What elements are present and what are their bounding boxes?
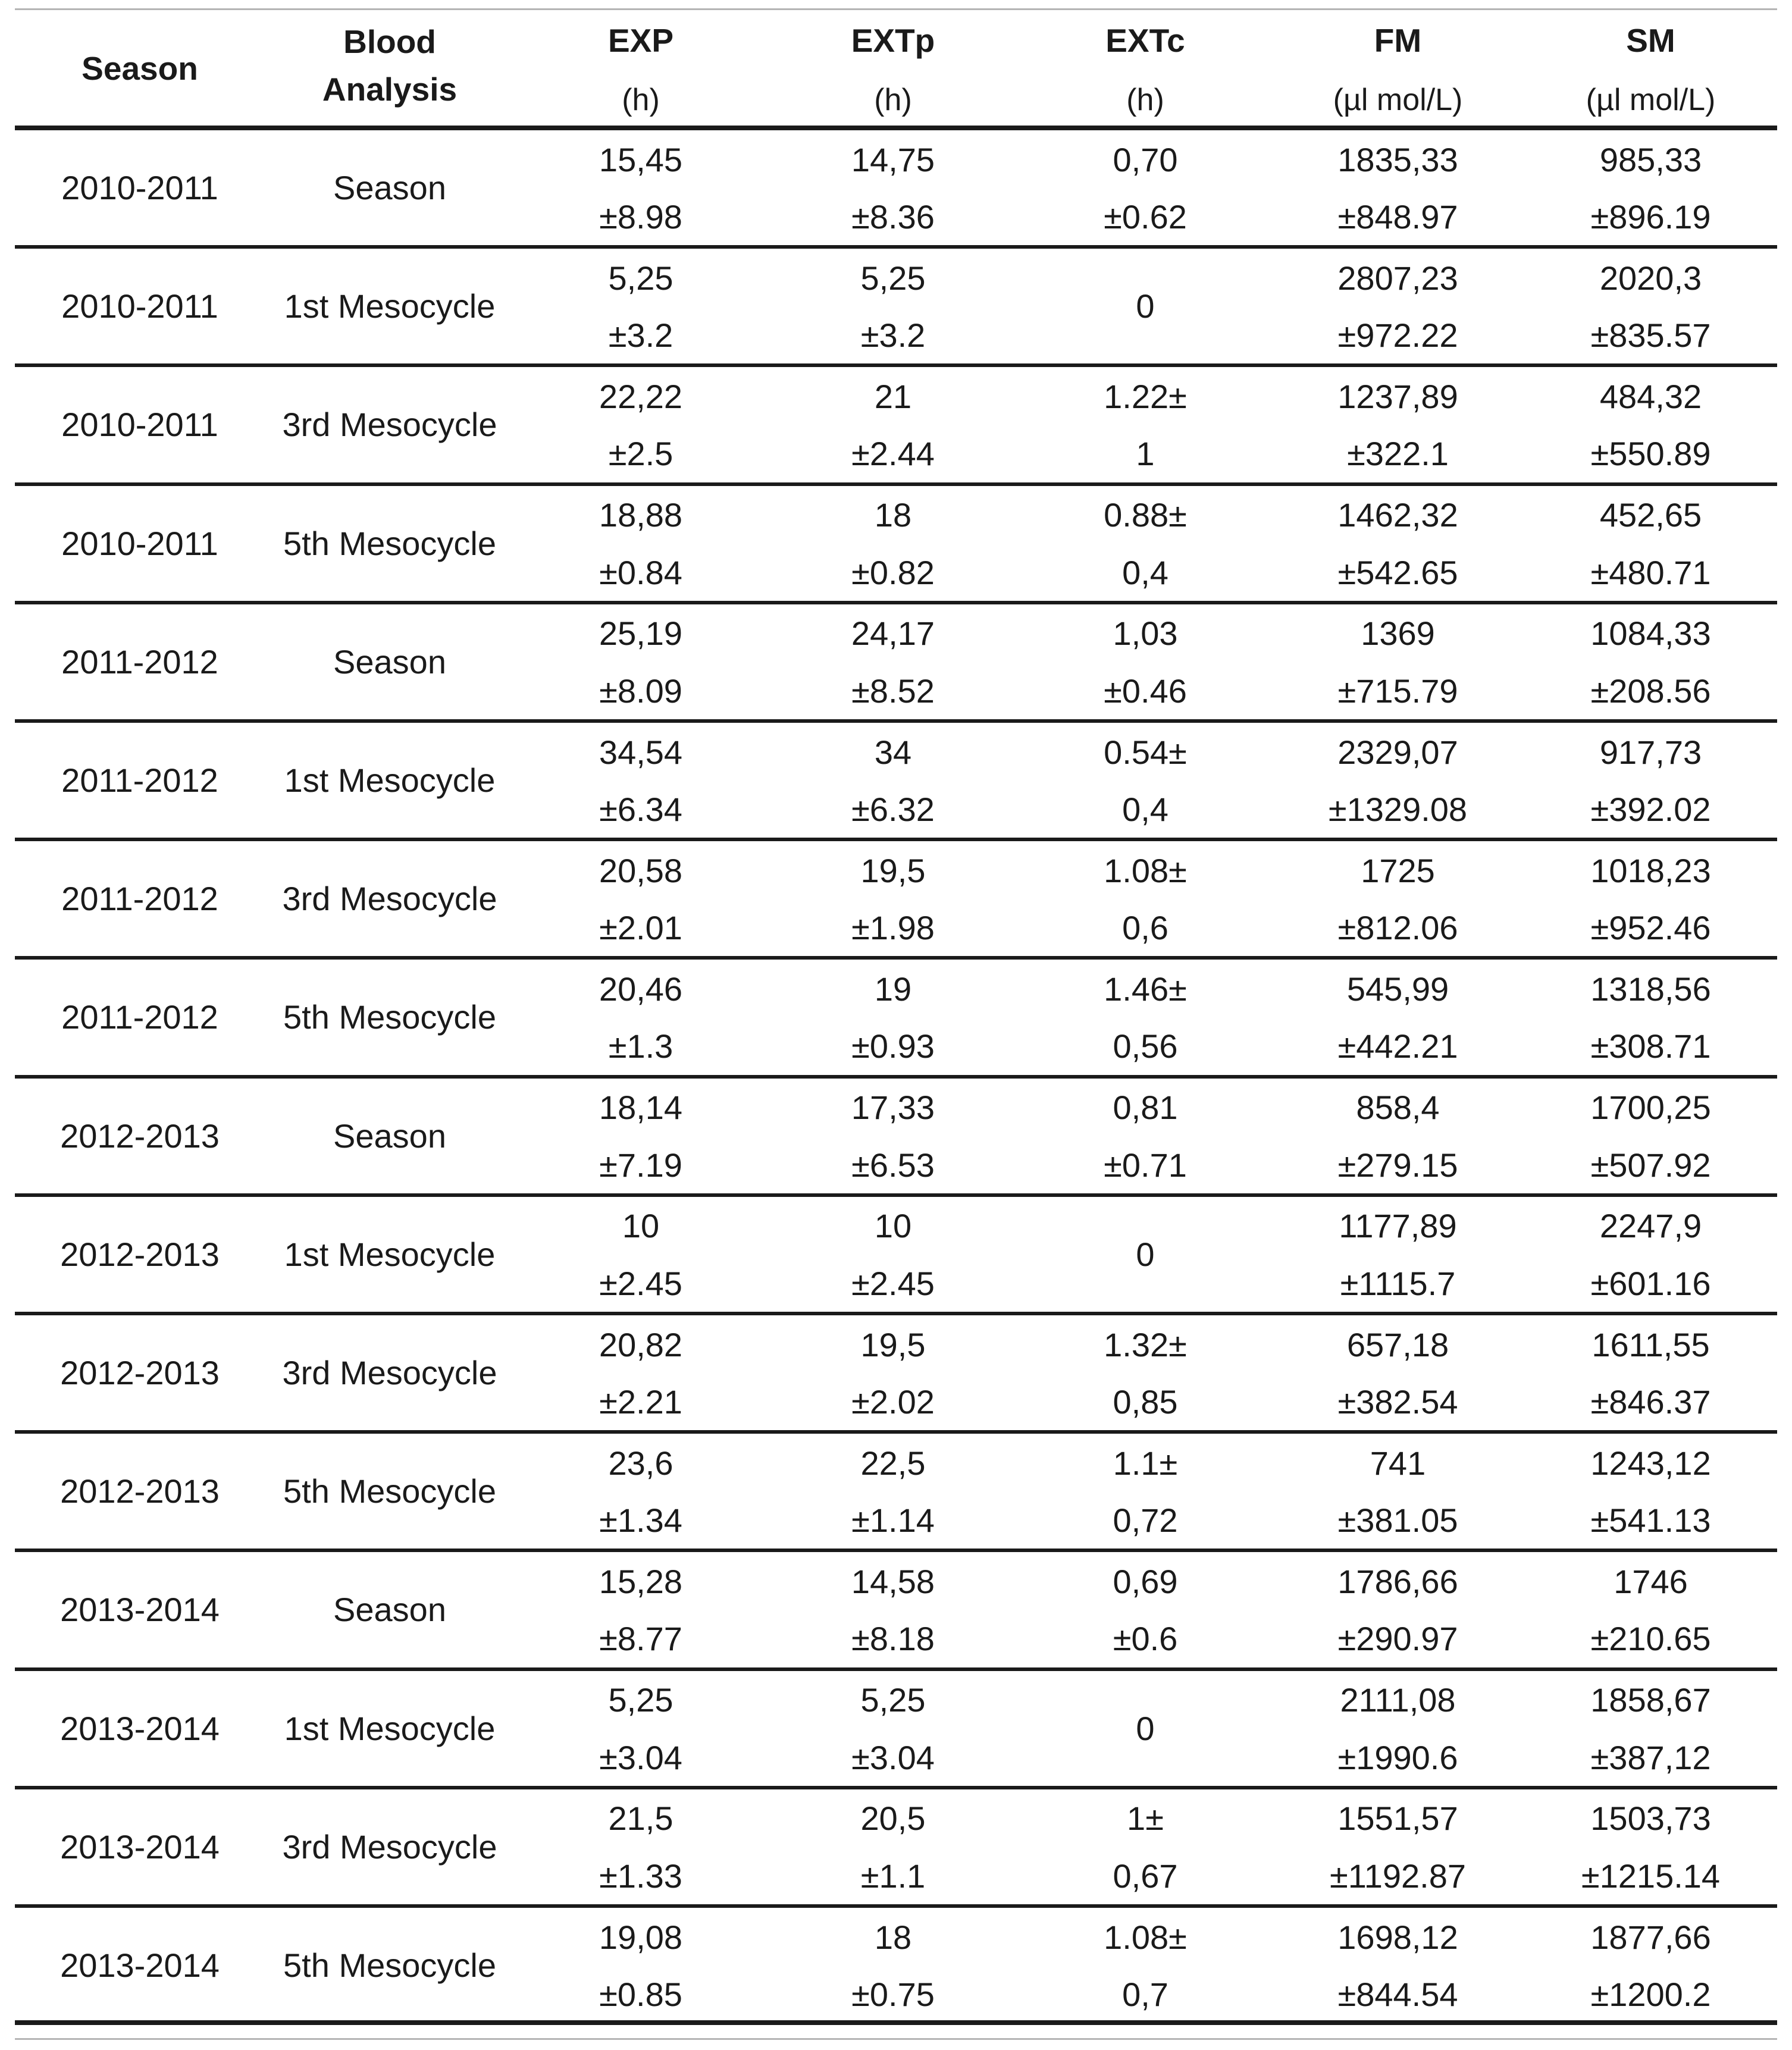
- value-mean: 484,32: [1599, 377, 1702, 415]
- value-sd: ±0.85: [599, 1976, 682, 2014]
- value-mean: 5,25: [860, 259, 926, 297]
- value-mean: 21,5: [608, 1800, 673, 1838]
- value-mean: 5,25: [860, 1681, 926, 1719]
- value-mean: 1243,12: [1590, 1444, 1711, 1482]
- value-sd: ±290.97: [1337, 1620, 1458, 1658]
- season-cell: 2010-2011: [61, 169, 218, 207]
- value-mean: 17,33: [851, 1089, 935, 1127]
- value-sd: ±846.37: [1590, 1383, 1711, 1421]
- value-sd: ±1.33: [599, 1857, 682, 1895]
- value-sd: ±6.32: [851, 791, 935, 829]
- value-sd: 0,4: [1122, 791, 1168, 829]
- value-cell: 0: [1136, 1709, 1155, 1747]
- header-extc-unit: (h): [1126, 83, 1164, 117]
- value-mean: 2111,08: [1340, 1681, 1456, 1719]
- analysis-cell: 3rd Mesocycle: [282, 1354, 497, 1392]
- value-sd: ±541.13: [1590, 1502, 1711, 1540]
- value-sd: ±507.92: [1590, 1146, 1711, 1184]
- value-cell: 0: [1136, 287, 1155, 325]
- analysis-cell: Season: [333, 169, 446, 207]
- value-sd: ±835.57: [1590, 316, 1711, 355]
- value-sd: ±387,12: [1590, 1738, 1711, 1776]
- value-sd: ±8.09: [599, 672, 682, 710]
- value-sd: ±1990.6: [1337, 1738, 1458, 1776]
- value-sd: ±1329.08: [1328, 791, 1468, 829]
- value-sd: ±2.01: [599, 909, 682, 947]
- header-sm-unit: (µl mol/L): [1586, 83, 1716, 117]
- season-cell: 2012-2013: [60, 1354, 220, 1392]
- analysis-cell: 5th Mesocycle: [283, 1472, 496, 1510]
- value-mean: 1503,73: [1590, 1800, 1711, 1838]
- value-sd: ±715.79: [1337, 672, 1458, 710]
- value-mean: 0.54±: [1104, 733, 1187, 771]
- value-mean: 2020,3: [1599, 259, 1702, 297]
- season-cell: 2010-2011: [61, 406, 218, 444]
- season-cell: 2010-2011: [61, 287, 218, 325]
- analysis-cell: 3rd Mesocycle: [282, 406, 497, 444]
- value-sd: ±0.46: [1104, 672, 1187, 710]
- value-mean: 858,4: [1356, 1089, 1440, 1127]
- value-mean: 14,75: [851, 140, 935, 178]
- value-mean: 1±: [1127, 1800, 1164, 1838]
- value-sd: ±2.44: [851, 435, 935, 473]
- value-sd: ±8.98: [599, 198, 682, 236]
- value-mean: 20,58: [599, 851, 683, 889]
- value-sd: ±0.6: [1113, 1620, 1178, 1658]
- table-top-rule: [15, 8, 1777, 10]
- value-sd: ±3.2: [608, 316, 673, 355]
- value-mean: 21: [874, 377, 912, 415]
- value-mean: 657,18: [1346, 1325, 1449, 1363]
- season-cell: 2013-2014: [60, 1946, 220, 1985]
- value-sd: ±1.34: [599, 1502, 682, 1540]
- season-cell: 2012-2013: [60, 1235, 220, 1273]
- header-season: Season: [82, 50, 198, 87]
- value-sd: ±601.16: [1590, 1264, 1711, 1302]
- value-sd: 0,72: [1113, 1502, 1178, 1540]
- header-extp-unit: (h): [874, 83, 912, 117]
- value-sd: 0,56: [1113, 1027, 1178, 1065]
- value-mean: 1177,89: [1339, 1207, 1457, 1245]
- value-sd: ±0.82: [851, 553, 935, 591]
- season-cell: 2011-2012: [61, 761, 218, 800]
- header-exp-unit: (h): [622, 83, 660, 117]
- analysis-cell: 1st Mesocycle: [284, 761, 496, 800]
- value-mean: 2247,9: [1599, 1207, 1702, 1245]
- season-cell: 2010-2011: [61, 524, 218, 562]
- value-mean: 25,19: [599, 615, 683, 653]
- value-sd: ±480.71: [1590, 553, 1711, 591]
- header-sm: SM: [1626, 22, 1675, 59]
- value-mean: 0,69: [1113, 1562, 1178, 1600]
- season-cell: 2012-2013: [60, 1117, 220, 1155]
- value-sd: 1: [1136, 435, 1155, 473]
- value-mean: 0.88±: [1104, 496, 1187, 534]
- value-sd: ±381.05: [1337, 1502, 1458, 1540]
- value-sd: ±8.36: [851, 198, 935, 236]
- value-sd: ±308.71: [1590, 1027, 1711, 1065]
- value-sd: ±844.54: [1337, 1976, 1458, 2014]
- season-cell: 2013-2014: [60, 1709, 220, 1747]
- header-blood-analysis-line-2: Analysis: [322, 71, 458, 108]
- value-sd: ±0.84: [599, 553, 682, 591]
- value-sd: ±6.53: [851, 1146, 935, 1184]
- value-mean: 34,54: [599, 733, 683, 771]
- value-sd: 0,7: [1122, 1976, 1168, 2014]
- value-mean: 1725: [1361, 851, 1435, 889]
- value-mean: 452,65: [1599, 496, 1702, 534]
- value-mean: 18,14: [599, 1089, 683, 1127]
- value-sd: ±812.06: [1337, 909, 1458, 947]
- value-sd: ±1.1: [860, 1857, 926, 1895]
- value-mean: 1318,56: [1590, 970, 1711, 1008]
- season-cell: 2011-2012: [61, 642, 218, 681]
- table-footer-rule: [15, 2038, 1777, 2040]
- header-exp: EXP: [607, 22, 674, 59]
- analysis-cell: Season: [333, 1117, 446, 1155]
- value-mean: 1084,33: [1590, 615, 1711, 653]
- value-sd: ±1.14: [851, 1502, 935, 1540]
- value-sd: ±322.1: [1347, 435, 1449, 473]
- header-extp: EXTp: [851, 22, 935, 59]
- value-sd: ±2.21: [599, 1383, 682, 1421]
- value-mean: 1858,67: [1590, 1681, 1711, 1719]
- value-sd: ±0.62: [1104, 198, 1187, 236]
- value-mean: 19,5: [860, 851, 926, 889]
- analysis-cell: 1st Mesocycle: [284, 1235, 496, 1273]
- value-mean: 1369: [1361, 615, 1435, 653]
- value-sd: 0,85: [1113, 1383, 1178, 1421]
- value-mean: 14,58: [851, 1562, 935, 1600]
- season-cell: 2011-2012: [61, 998, 218, 1036]
- value-mean: 1698,12: [1337, 1918, 1458, 1956]
- value-sd: ±1215.14: [1581, 1857, 1721, 1895]
- season-cell: 2012-2013: [60, 1472, 220, 1510]
- season-cell: 2013-2014: [60, 1591, 220, 1629]
- value-sd: ±972.22: [1337, 316, 1458, 355]
- value-mean: 917,73: [1599, 733, 1702, 771]
- value-mean: 1.08±: [1104, 851, 1187, 889]
- value-sd: ±382.54: [1337, 1383, 1458, 1421]
- value-mean: 19,08: [599, 1918, 683, 1956]
- value-mean: 1551,57: [1337, 1800, 1458, 1838]
- value-mean: 19,5: [860, 1325, 926, 1363]
- value-mean: 1.32±: [1104, 1325, 1187, 1363]
- value-sd: ±1200.2: [1590, 1976, 1711, 2014]
- analysis-cell: 5th Mesocycle: [283, 524, 496, 562]
- value-sd: 0,67: [1113, 1857, 1178, 1895]
- value-sd: ±8.52: [851, 672, 935, 710]
- value-sd: ±2.02: [851, 1383, 935, 1421]
- value-mean: 1746: [1614, 1562, 1688, 1600]
- header-fm-unit: (µl mol/L): [1333, 83, 1463, 117]
- value-mean: 20,82: [599, 1325, 683, 1363]
- value-mean: 18,88: [599, 496, 683, 534]
- value-mean: 1.46±: [1104, 970, 1187, 1008]
- table-bottom-rule: [15, 2020, 1777, 2025]
- header-blood-analysis: [265, 18, 515, 113]
- value-sd: ±0.75: [851, 1976, 935, 2014]
- value-mean: 10: [622, 1207, 660, 1245]
- value-sd: ±1.98: [851, 909, 935, 947]
- value-sd: ±3.04: [851, 1738, 935, 1776]
- value-sd: ±1.3: [608, 1027, 673, 1065]
- value-mean: 0,70: [1113, 140, 1178, 178]
- value-mean: 24,17: [851, 615, 935, 653]
- value-mean: 1462,32: [1337, 496, 1458, 534]
- value-mean: 1877,66: [1590, 1918, 1711, 1956]
- value-mean: 1,03: [1113, 615, 1178, 653]
- value-sd: ±550.89: [1590, 435, 1711, 473]
- value-mean: 985,33: [1599, 140, 1702, 178]
- analysis-cell: 3rd Mesocycle: [282, 1828, 497, 1866]
- analysis-cell: 1st Mesocycle: [284, 287, 496, 325]
- value-mean: 1835,33: [1337, 140, 1458, 178]
- value-mean: 1.08±: [1104, 1918, 1187, 1956]
- value-mean: 20,5: [860, 1800, 926, 1838]
- value-sd: ±3.04: [599, 1738, 682, 1776]
- value-sd: ±0.93: [851, 1027, 935, 1065]
- analysis-cell: Season: [333, 642, 446, 681]
- value-sd: ±848.97: [1337, 198, 1458, 236]
- value-mean: 1.22±: [1104, 377, 1187, 415]
- analysis-cell: 1st Mesocycle: [284, 1709, 496, 1747]
- value-sd: ±8.18: [851, 1620, 935, 1658]
- value-sd: ±3.2: [860, 316, 926, 355]
- value-sd: ±2.45: [599, 1264, 682, 1302]
- value-mean: 741: [1370, 1444, 1426, 1482]
- analysis-cell: 5th Mesocycle: [283, 998, 496, 1036]
- value-sd: ±2.45: [851, 1264, 935, 1302]
- value-mean: 2329,07: [1337, 733, 1458, 771]
- value-mean: 545,99: [1346, 970, 1449, 1008]
- value-mean: 0,81: [1113, 1089, 1178, 1127]
- value-sd: ±442.21: [1337, 1027, 1458, 1065]
- value-sd: ±279.15: [1337, 1146, 1458, 1184]
- season-cell: 2011-2012: [61, 880, 218, 918]
- value-mean: 1611,55: [1592, 1325, 1710, 1363]
- value-mean: 18: [874, 1918, 912, 1956]
- value-sd: ±952.46: [1590, 909, 1711, 947]
- header-fm: FM: [1374, 22, 1422, 59]
- header-extc: EXTc: [1105, 22, 1185, 59]
- value-sd: ±2.5: [608, 435, 673, 473]
- value-sd: ±1192.87: [1329, 1857, 1466, 1895]
- value-sd: ±896.19: [1590, 198, 1711, 236]
- value-mean: 1786,66: [1337, 1562, 1458, 1600]
- value-mean: 10: [874, 1207, 912, 1245]
- value-mean: 23,6: [608, 1444, 673, 1482]
- value-sd: ±7.19: [599, 1146, 682, 1184]
- value-mean: 34: [874, 733, 912, 771]
- value-mean: 22,22: [599, 377, 683, 415]
- value-cell: 0: [1136, 1235, 1155, 1273]
- header-rule: [15, 126, 1777, 130]
- season-cell: 2013-2014: [60, 1828, 220, 1866]
- value-sd: ±1115.7: [1340, 1264, 1456, 1302]
- analysis-cell: 3rd Mesocycle: [282, 880, 497, 918]
- header-blood-analysis-line-1: Blood: [343, 23, 436, 60]
- value-sd: ±0.71: [1104, 1146, 1187, 1184]
- value-mean: 1.1±: [1113, 1444, 1178, 1482]
- value-sd: 0,6: [1122, 909, 1168, 947]
- value-sd: ±6.34: [599, 791, 682, 829]
- value-mean: 5,25: [608, 259, 673, 297]
- value-sd: ±542.65: [1337, 553, 1458, 591]
- value-mean: 18: [874, 496, 912, 534]
- value-sd: ±392.02: [1590, 791, 1711, 829]
- value-mean: 2807,23: [1337, 259, 1458, 297]
- value-mean: 15,45: [599, 140, 683, 178]
- analysis-cell: Season: [333, 1591, 446, 1629]
- analysis-cell: 5th Mesocycle: [283, 1946, 496, 1985]
- value-mean: 19: [874, 970, 912, 1008]
- value-sd: ±208.56: [1590, 672, 1711, 710]
- value-mean: 20,46: [599, 970, 683, 1008]
- value-mean: 5,25: [608, 1681, 673, 1719]
- value-sd: ±8.77: [599, 1620, 682, 1658]
- value-mean: 1700,25: [1590, 1089, 1711, 1127]
- value-mean: 22,5: [860, 1444, 926, 1482]
- value-mean: 1018,23: [1590, 851, 1711, 889]
- value-sd: 0,4: [1122, 553, 1168, 591]
- value-mean: 15,28: [599, 1562, 683, 1600]
- value-mean: 1237,89: [1337, 377, 1458, 415]
- value-sd: ±210.65: [1590, 1620, 1711, 1658]
